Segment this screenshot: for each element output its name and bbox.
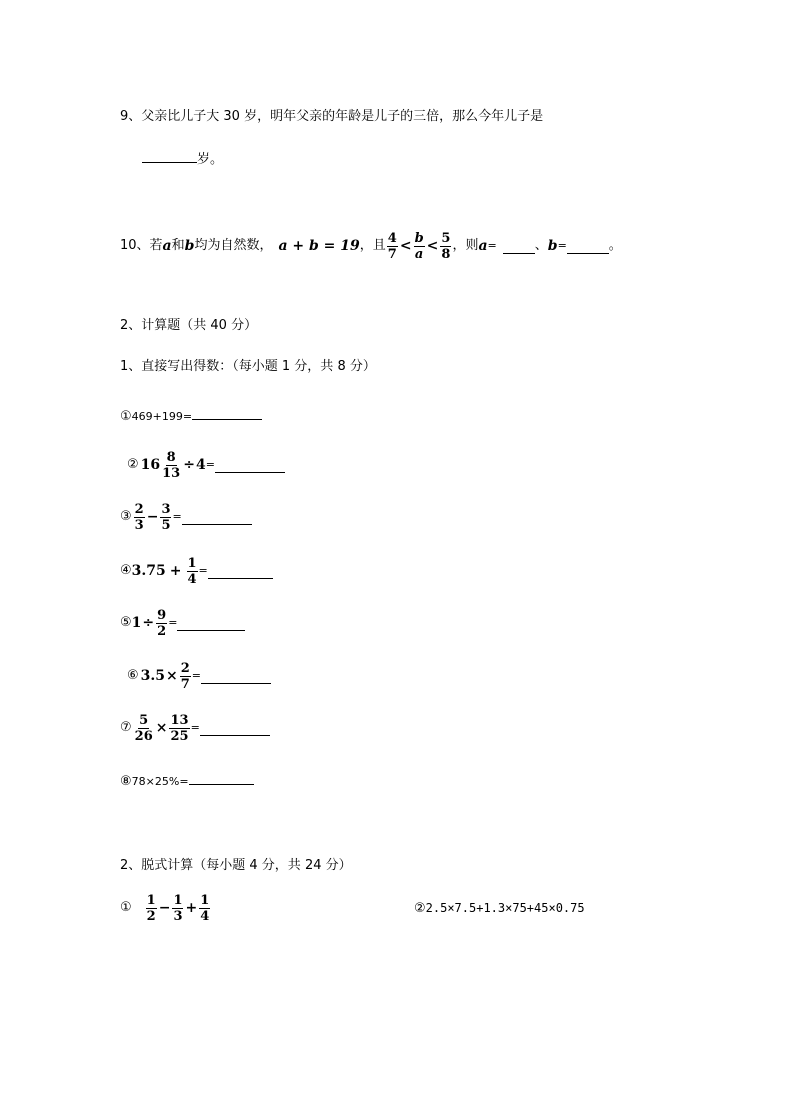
answer-blank-a[interactable] xyxy=(503,239,535,254)
part-2-title: 2、脱式计算（每小题 4 分，共 24 分） xyxy=(120,858,352,873)
stepwise-item-1: ① $\frac{1}{2}$ − $\frac{1}{3}$ + $\frac{1}{4}$ xyxy=(120,892,210,924)
calc-item-5: ⑤ 1 ÷ $\frac{9}{2}$ = xyxy=(120,603,245,643)
fraction: $\frac{3}{5}$ xyxy=(161,501,171,533)
answer-blank[interactable] xyxy=(200,721,270,736)
calc-item-1: ①469+199= xyxy=(120,405,262,427)
calc-item-7: ⑦ $\frac{5}{26}$ × $\frac{13}{25}$ = xyxy=(120,708,270,748)
question-9-answer-line: 岁。 xyxy=(142,148,223,170)
stepwise-item-2: ②2.5×7.5+1.3×75+45×0.75 xyxy=(414,901,585,916)
section-2-title: 2、计算题（共 40 分） xyxy=(120,318,258,333)
question-9-text: 9、父亲比儿子大 30 岁，明年父亲的年龄是儿子的三倍，那么今年儿子是 xyxy=(120,109,544,124)
calc-item-3: ③ $\frac{2}{3}$ − $\frac{3}{5}$ = xyxy=(120,497,252,537)
answer-blank[interactable] xyxy=(215,458,285,473)
answer-blank[interactable] xyxy=(142,148,197,163)
calc-item-2: ② 16 $\frac{8}{13}$ ÷ 4 = xyxy=(127,445,285,485)
fraction: $\frac{13}{25}$ xyxy=(170,712,189,744)
fraction: $\frac{8}{13}$ xyxy=(162,449,181,481)
fraction: $\frac{1}{3}$ xyxy=(173,892,183,924)
calc-item-6: ⑥ 3.5 × $\frac{2}{7}$ = xyxy=(127,656,271,696)
answer-blank[interactable] xyxy=(182,510,252,525)
fraction-5-8: $\frac{5}{8}$ xyxy=(441,230,451,262)
fraction-4-7: $\frac{4}{7}$ xyxy=(387,230,397,262)
fraction: $\frac{1}{4}$ xyxy=(200,892,210,924)
fraction: $\frac{2}{3}$ xyxy=(134,501,144,533)
answer-blank[interactable] xyxy=(177,616,245,631)
answer-blank[interactable] xyxy=(201,669,271,684)
answer-blank-b[interactable] xyxy=(567,239,609,254)
calc-item-8: ⑧78×25%= xyxy=(120,770,254,792)
question-10: 10、若 a 和 b 均为自然数， a + b = 19 ，且 $\frac{4}{7}$ < $\frac{b}{a}$ < $\frac{5}{8}$ ，则 a = 、 b = 。 xyxy=(120,230,622,262)
fraction: $\frac{9}{2}$ xyxy=(157,607,167,639)
fraction: $\frac{2}{7}$ xyxy=(180,660,190,692)
fraction-b-a: $\frac{b}{a}$ xyxy=(414,230,424,262)
fraction: $\frac{1}{4}$ xyxy=(187,555,197,587)
fraction: $\frac{1}{2}$ xyxy=(146,892,156,924)
part-1-title: 1、直接写出得数：（每小题 1 分，共 8 分） xyxy=(120,359,376,374)
answer-blank[interactable] xyxy=(189,770,254,785)
answer-blank[interactable] xyxy=(192,405,262,420)
calc-item-4: ④ 3.75 + $\frac{1}{4}$ = xyxy=(120,551,273,591)
fraction: $\frac{5}{26}$ xyxy=(134,712,153,744)
answer-blank[interactable] xyxy=(208,564,273,579)
